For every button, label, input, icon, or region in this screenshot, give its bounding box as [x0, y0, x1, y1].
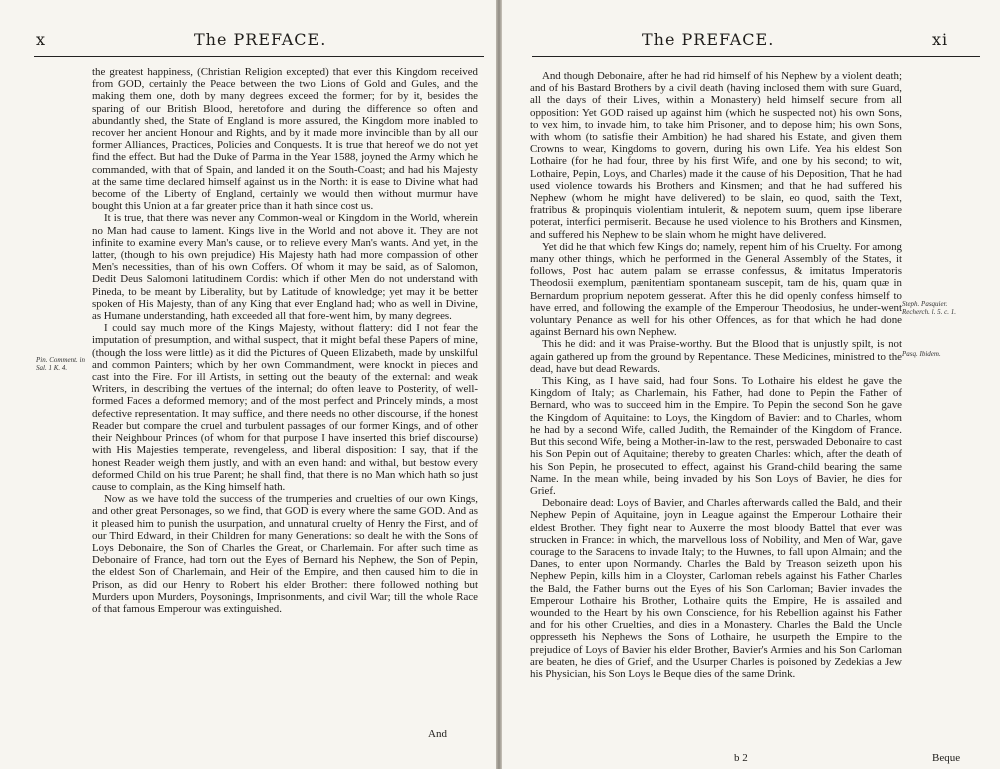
left-catchword: And	[428, 728, 447, 740]
right-body-text	[530, 70, 902, 752]
right-paragraph: And though Debonaire, after he had rid himself of his Nephew by a violent death; and of his Bastard Brothers by a civil death (having inclosed them with sure Guard, all the days of their Lives, within a Monastery) held himself secure from all opposition: Yet GOD raised up against him (which he suspected not) his own Sons, to vex him, to invade him, to take him Prisoner, and to depose him; his own Sons, with whom (to satisfie their Ambition) he had shared his Estate, and given them Crowns to wear, Kingdoms to govern, during his own Life. Yea his eldest Son Lothaire (for he had four, three by his first Wife, and one by his second; to wit, Lothaire, Pepin, Loys, and Charles) made it the cause of his Deposition, That he had used violence towards his Brothers and Kinsmen; and that he had suffered his Nephew (whom he might have delivered) to be slain, eo quod, saith the Text, fratribus & propinquis violentiam intulerit, & nepotem suum, quem ipse liberare poterat, interfici permiserit. Because he used violence to his Brothers and Kinsmen, and suffered his Nephew to be slain whom he might have delivered.	[530, 70, 902, 241]
left-paragraph: the greatest happiness, (Christian Religion excepted) that ever this Kingdom received from GOD, certainly the Peace between the two Lions of Gold and Gules, and the making them one, doth by many degrees exceed the former; for by it, besides the sparing of our British Blood, heretofore and during the difference so often and abundantly shed, the State of England is more assured, the Kingdom more inabled to recover her ancient Honour and Rights, and by it made more invincible than by all our former Alliances, Practices, Policies and Conquests. It is true that hereof we do not yet find the effect. But had the Duke of Parma in the Year 1588, joyned the Army which he commanded, with that of Spain, and landed it on the South-Coast; and had his Majesty at the same time declared himself against us in the North: it is ease to Divine what had become of the Liberty of England, certainly we would then without murmur have bought this Union at a far greater price than it hath since cost us.	[92, 66, 478, 213]
left-running-head: The PREFACE.	[194, 30, 327, 49]
right-paragraph: Yet did he that which few Kings do; namely, repent him of his Cruelty. For among many other things, which he performed in the General Assembly of the States, it follows, Post hac autem palam se errasse confessus, & imitatus Imperatoris Theodosii exemplum, pænitentiam spontaneam suscepit, tam de his, quam quæ in Bernardum proprium nepotem gesserat. After this he did openly confess himself to have erred, and following the example of the Emperour Theodosius, he under-went voluntary Penance as well for his other Offences, as for that which he had done against Bernard his own Nephew.	[530, 240, 902, 339]
right-head-rule	[532, 56, 980, 57]
left-body-text	[92, 66, 478, 736]
left-paragraph: I could say much more of the Kings Majesty, without flattery: did I not fear the imputation of presumption, and withal suspect, that it might befal these Papers of mine, (though the loss were little) as it did the Pictures of Queen Elizabeth, made by unskilful and common Painters; which by her own Commandment, were knockt in pieces and cast into the Fire. For ill Artists, in setting out the beauty of the external: and weak Writers, in describing the vertues of the internal; do often leave to Posterity, of well-formed Faces a deformed memory; and of the most perfect and Princely minds, a most defective representation. It may suffice, and there needs no other discourse, if the honest Reader but compare the cruel and turbulent passages of our former Kings, and of other their Neighbour Princes (of whom for that purpose I have inserted this brief discourse) with His Majesties temperate, revengeless, and liberal disposition: I say, that if the honest Reader weigh them justly, and with an even hand: and withal, but bestow every deformed Child on his true Parent; he shall find, that there is no Man which hath so just cause to complain, as the King himself hath.	[92, 322, 478, 493]
right-running-head: The PREFACE.	[642, 30, 775, 49]
right-signature: b 2	[734, 752, 748, 764]
right-margin-note-1: Steph. Pasquier. Recherch. l. 5. c. 1.	[902, 300, 956, 316]
right-margin-note-2: Pasq. Ibidem.	[902, 350, 941, 358]
left-paragraph: It is true, that there was never any Common-weal or Kingdom in the World, wherein no Man had cause to lament. Kings live in the World and not above it. They are not infinite to examine every Man's cause, or to relieve every Man's wants. And yet, in the latter, (though to his own prejudice) His Majesty hath had more compassion of other Men's necessities, than of his own Coffers. Of whom it may be said, as of Salomon, Dedit Deus Salomoni latitudinem Cordis: which if other Men do not understand with Pineda, to be meant by Liberality, but by Latitude of knowledge; yet may it be better spoken of His Majesty, than of any King that ever England had; who as well in Divine, as Humane understanding, hath exceeded all that fore-went him, by many degrees.	[92, 212, 478, 323]
right-paragraph: Debonaire dead: Loys of Bavier, and Charles afterwards called the Bald, and their Nephew Pepin of Aquitaine, joyn in League against the Emperour Lothaire their eldest Brother. They fight near to Auxerre the most bloody Battel that ever was strucken in France: in which, the marvellous loss of Nobility, and Men of War, gave courage to the Saracens to invade Italy; to the Huwnes, to fall upon Almain; and the Danes, to enter upon Normandy. Charles the Bald by Treason seizeth upon his Nephew Pepin, kills him in a Cloyster, Carloman rebels against his Father Charles the Bald, the Father burns out the Eyes of his Son Carloman; Bavier invades the Emperour Lothaire his Brother, Lothaire quits the Empire, He is assailed and wounded to the Heart by his own Conscience, for his Rebellion against his Father and for his other Cruelties, and dies in a Monastery. Charles the Bald the Uncle oppresseth his Nephews the Sons of Lothaire, he usurpeth the Empire to the prejudice of Loys of Bavier his elder Brother, Bavier's Armies and his Son Carloman are beaten, he dies of Grief, and the Usurper Charles is poisoned by Zedekias a Jew his Physician, his Son Loys le Beque dies of the same Drink.	[530, 497, 902, 680]
right-paragraph: This King, as I have said, had four Sons. To Lothaire his eldest he gave the Kingdom of Italy; as Charlemain, his Father, had done to Pepin the Father of Bernard, who was to succeed him in the Empire. To Pepin the second Son he gave the Kingdom of Aquitaine: to Loys, the Kingdom of Bavier: and to Charles, whom he had by a second Wife, called Judith, the Remainder of the Kingdom of France. But this second Wife, being a Mother-in-law to the rest, perswaded Debonaire to cast his Son Pepin out of Aquitaine; thereby to greaten Charles: which, after the death of his Son Pepin, he prosecuted to effect, against his Grand-child bearing the same Name. In the mean while, being invaded by his Son Loys of Bavier, he dies for Grief.	[530, 375, 902, 497]
left-page-number: x	[36, 30, 47, 49]
right-page-number: xi	[932, 30, 949, 49]
right-catchword: Beque	[932, 752, 961, 764]
right-page	[502, 0, 1000, 769]
left-margin-note: Pin. Comment. in Sal. 1 K. 4.	[36, 356, 85, 372]
left-paragraph: Now as we have told the success of the trumperies and cruelties of our own Kings, and other great Personages, so we find, that GOD is every where the same GOD. And as it pleased him to punish the usurpation, and unnatural cruelty of Henry the First, and of our Third Edward, in their Children for many Generations: so dealt he with the Sons of Loys Debonaire, the Son of Charles the Great, or Charlemain. For after such time as Debonaire of France, had torn out the Eyes of Bernard his Nephew, the Son of Pepin, the eldest Son of Charlemain, and Heir of the Empire, and then caused him to die in Prison, as did our Henry to Robert his elder Brother: there followed nothing but Murders upon Murders, Poysonings, Imprisonments, and civil War; till the whole Race of that famous Emperour was extinguished.	[92, 493, 478, 615]
right-paragraph: This he did: and it was Praise-worthy. But the Blood that is unjustly spilt, is not again gathered up from the ground by Repentance. These Medicines, ministred to the dead, have but dead Rewards.	[530, 338, 902, 375]
left-head-rule	[34, 56, 484, 57]
left-page	[0, 0, 496, 769]
